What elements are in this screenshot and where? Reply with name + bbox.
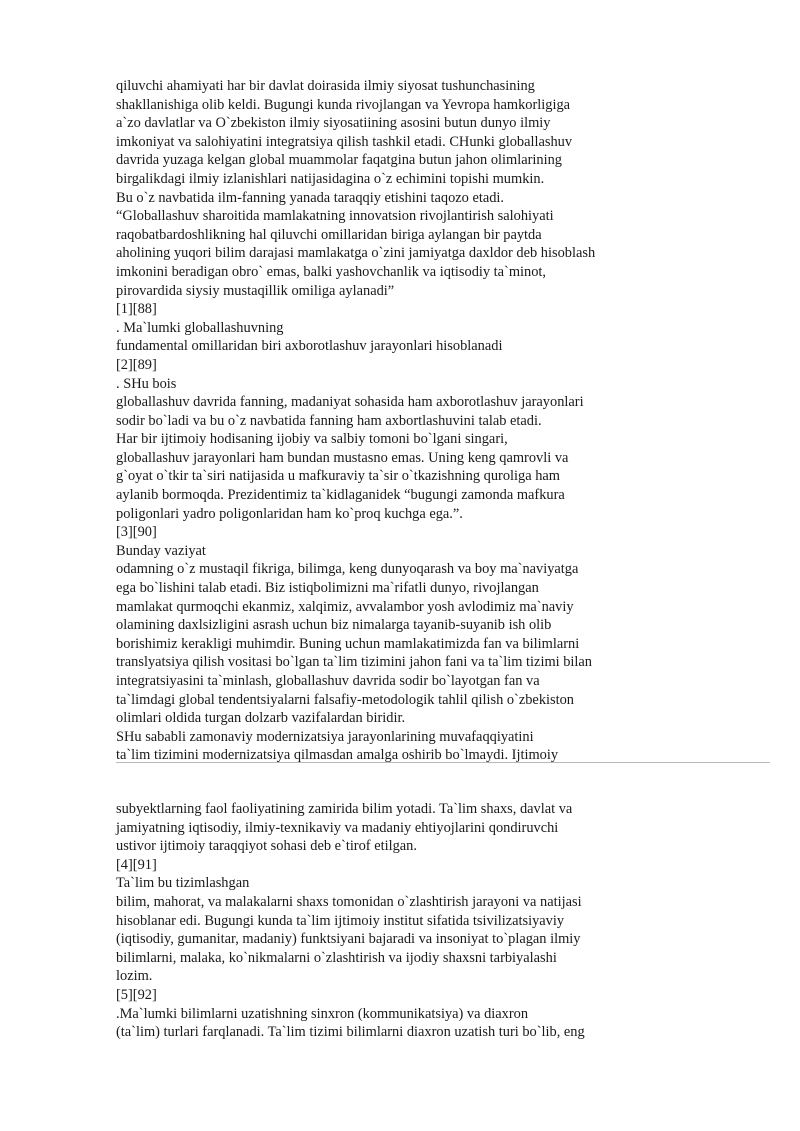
text-line: borishimiz kerakligi muhimdir. Buning uchun mamlakatimizda fan va bilimlarni: [116, 635, 580, 652]
text-line: SHu sababli zamonaviy modernizatsiya jarayonlarining muvafaqqiyatini: [116, 728, 534, 745]
text-line: imkonini beradigan obro` emas, balki yashovchanlik va iqtisodiy ta`minot,: [116, 263, 547, 280]
text-line: . Ma`lumki globallashuvning: [116, 319, 284, 336]
page-text-top: [116, 77, 676, 765]
text-line: olimlari oldida turgan dolzarb vazifalardan biridir.: [116, 710, 406, 727]
text-line: shakllanishiga olib keldi. Bugungi kunda rivojlangan va Yevropa hamkorligiga: [116, 96, 571, 113]
text-line: odamning o`z mustaqil fikriga, bilimga, keng dunyoqarash va boy ma`naviyatga: [116, 561, 579, 578]
text-line: pirovardida siysiy mustaqillik omiliga aylanadi”: [116, 282, 395, 299]
text-line: birgalikdagi ilmiy izlanishlari natijasidagina o`z echimini topishi mumkin.: [116, 170, 545, 187]
text-line: ta`lim tizimini modernizatsiya qilmasdan amalga oshirib bo`lmaydi. Ijtimoiy: [116, 747, 559, 764]
page-break-divider: [116, 762, 770, 763]
text-line: qiluvchi ahamiyati har bir davlat doirasida ilmiy siyosat tushunchasining: [116, 78, 535, 94]
text-line: [5][92]: [116, 986, 157, 1003]
text-line: globallashuv jarayonlari ham bundan mustasno emas. Uning keng qamrovli va: [116, 449, 569, 466]
text-line: aylanib bormoqda. Prezidentimiz ta`kidlaganidek “bugungi zamonda mafkura: [116, 487, 565, 504]
text-line: raqobatbardoshlikning hal qiluvchi omillaridan biriga aylangan bir paytda: [116, 226, 542, 243]
text-line: . SHu bois: [116, 375, 177, 392]
text-line: (iqtisodiy, gumanitar, madaniy) funktsiyani bajaradi va insoniyat to`plagan ilmiy: [116, 931, 581, 948]
text-line: globallashuv davrida fanning, madaniyat sohasida ham axborotlashuv jarayonlari: [116, 394, 584, 411]
text-line: a`zo davlatlar va O`zbekiston ilmiy siyosatiining asosini butun dunyo ilmiy: [116, 115, 551, 132]
text-line: g`oyat o`tkir ta`siri natijasida u mafkuraviy ta`sir o`tkazishning quroliga ham: [116, 468, 560, 485]
text-line: ustivor ijtimoiy taraqqiyot sohasi deb e`tirof etilgan.: [116, 838, 417, 855]
text-line: translyatsiya qilish vositasi bo`lgan ta`lim tizimini jahon fani va ta`lim tizimi bilan: [116, 654, 593, 671]
text-line: ega bo`lishini talab etadi. Biz istiqbolimizni ma`rifatli dunyo, rivojlangan: [116, 580, 539, 597]
text-line: fundamental omillaridan biri axborotlashuv jarayonlari hisoblanadi: [116, 338, 503, 355]
text-line: [3][90]: [116, 524, 157, 541]
text-line: sodir bo`ladi va bu o`z navbatida fanning ham axbortlashuvini talab etadi.: [116, 412, 542, 429]
text-line: [2][89]: [116, 356, 157, 373]
text-line: Bu o`z navbatida ilm-fanning yanada taraqqiy etishini taqozo etadi.: [116, 189, 505, 206]
text-line: jamiyatning iqtisodiy, ilmiy-texnikaviy va madaniy ehtiyojlarini qondiruvchi: [116, 819, 559, 836]
text-line: poligonlari yadro poligonlaridan ham ko`proq kuchga ega.”.: [116, 505, 463, 522]
text-line: hisoblanar edi. Bugungi kunda ta`lim ijtimoiy institut sifatida tsivilizatsiyaviy: [116, 912, 565, 929]
text-line: lozim.: [116, 968, 153, 985]
text-line: olamining daxlsizligini asrash uchun biz nimalarga tayanib-suyanib ish olib: [116, 617, 552, 634]
text-line: imkoniyat va salohiyatini integratsiya qilish tashkil etadi. CHunki globallashuv: [116, 133, 573, 150]
text-line: Bunday vaziyat: [116, 542, 206, 559]
text-line: mamlakat qurmoqchi ekanmiz, xalqimiz, avvalambor yosh avlodimiz ma`naviy: [116, 598, 574, 615]
text-line: [4][91]: [116, 856, 157, 873]
text-line: Har bir ijtimoiy hodisaning ijobiy va salbiy tomoni bo`lgani singari,: [116, 431, 508, 448]
text-line: aholining yuqori bilim darajasi mamlakatga o`zini jamiyatga daxldor deb hisoblash: [116, 245, 596, 262]
text-line: integratsiyasini ta`minlash, globallashuv davrida sodir bo`layotgan fan va: [116, 673, 540, 689]
text-line: “Globallashuv sharoitida mamlakatning innovatsion rivojlantirish salohiyati: [116, 208, 554, 225]
text-line: Ta`lim bu tizimlashgan: [116, 875, 250, 892]
text-line: ta`limdagi global tendentsiyalarni falsafiy-metodologik tahlil qilish o`zbekiston: [116, 691, 574, 708]
page-text-bottom: [116, 800, 676, 1042]
text-line: (ta`lim) turlari farqlanadi. Ta`lim tizimi bilimlarni diaxron uzatish turi bo`lib, eng: [116, 1024, 585, 1041]
text-line: subyektlarning faol faoliyatining zamirida bilim yotadi. Ta`lim shaxs, davlat va: [116, 801, 573, 817]
text-line: [1][88]: [116, 301, 157, 318]
text-line: .Ma`lumki bilimlarni uzatishning sinxron (kommunikatsiya) va diaxron: [116, 1005, 529, 1022]
text-line: davrida yuzaga kelgan global muammolar faqatgina butun jahon olimlarining: [116, 152, 562, 169]
text-line: bilim, mahorat, va malakalarni shaxs tomonidan o`zlashtirish jarayoni va natijasi: [116, 893, 582, 910]
text-line: bilimlarni, malaka, ko`nikmalarni o`zlashtirish va ijodiy shaxsni tarbiyalashi: [116, 949, 557, 966]
